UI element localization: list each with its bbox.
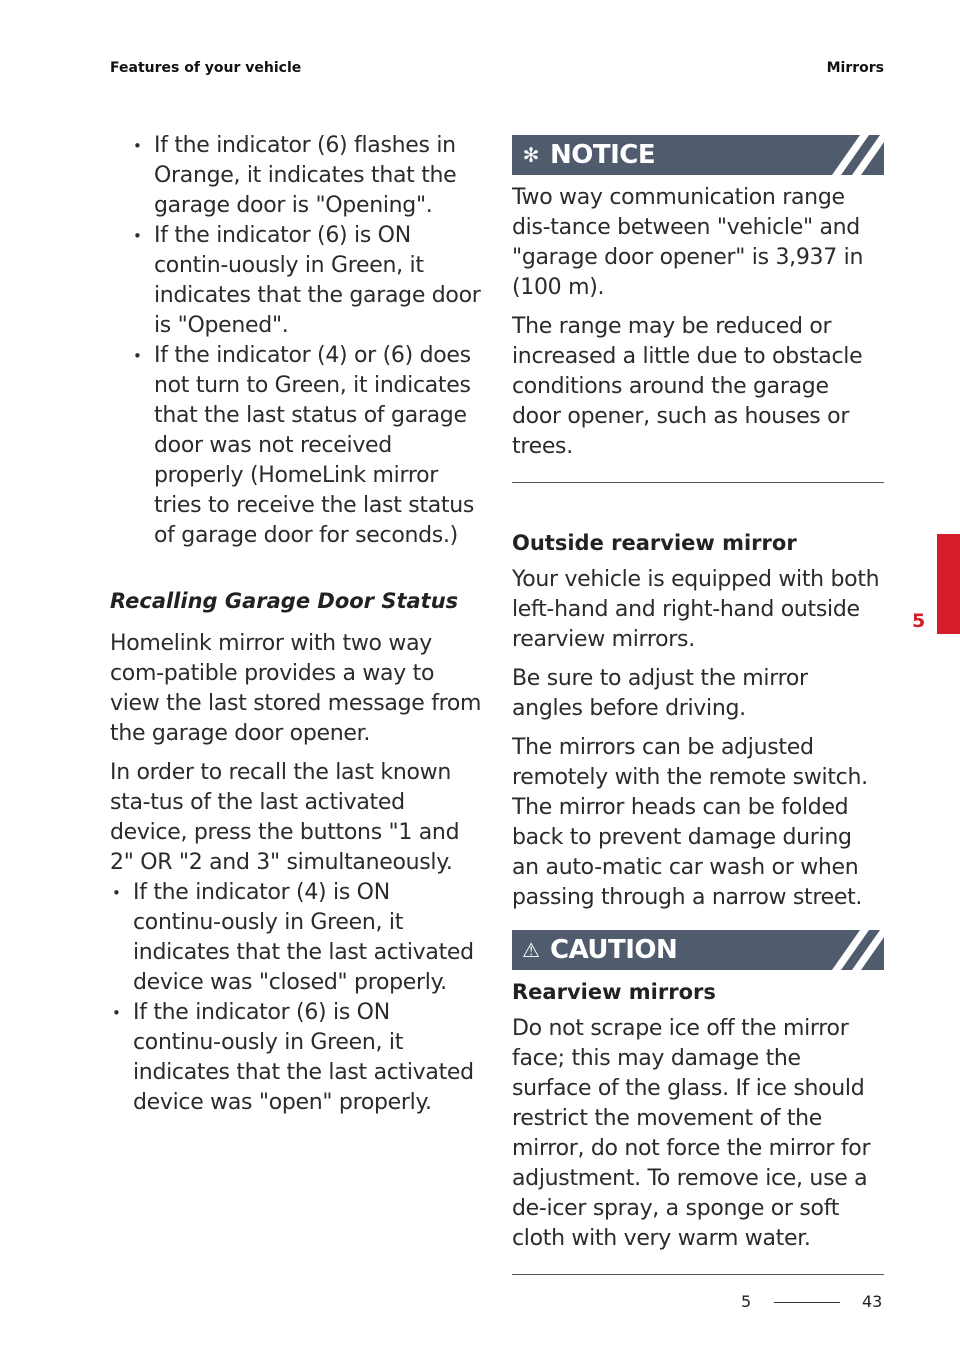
list-item: • If the indicator (6) flashes in Orange, it indicates that the garage door is "Opening". [133,133,457,218]
diagonal-stripes-decoration [814,930,884,970]
chapter-tab [937,534,960,634]
bullet-icon: • [133,227,142,245]
list-item: • If the indicator (6) is ON continu-ously in Green, it indicates that the last activated device was "open" properly. [112,1000,474,1115]
caution-subheading: Rearview mirrors [512,980,716,1004]
notice-paragraph: The range may be reduced or increased a little due to obstacle conditions around the garage door opener, such as houses or trees. [512,314,863,459]
footer-divider [774,1302,840,1303]
warning-triangle-icon: ⚠ [522,938,540,962]
running-header-topic: Mirrors [826,60,884,76]
asterisk-icon: ✻ [522,143,540,167]
chapter-tab-number: 5 [912,610,926,632]
divider [512,1274,884,1275]
notice-banner [512,135,884,175]
list-item: • If the indicator (4) or (6) does not turn to Green, it indicates that the last status of garage door was not received properly (HomeLink mirror tries to receive the last status of garage door for seconds.) [133,343,475,548]
list-item: • If the indicator (6) is ON contin-uously in Green, it indicates that the garage door is "Opened". [133,223,481,338]
section-heading-outside-mirror: Outside rearview mirror [512,531,797,555]
paragraph: Be sure to adjust the mirror angles before driving. [512,666,808,721]
section-heading-recalling: Recalling Garage Door Status [110,589,459,613]
diagonal-stripes-decoration [814,135,884,175]
left-column [110,131,482,1118]
notice-paragraph: Two way communication range dis-tance between "vehicle" and "garage door opener" is 3,937 in (100 m). [512,185,864,300]
page-number: 43 [862,1292,883,1311]
caution-title: CAUTION [550,935,678,965]
right-column [512,135,884,1275]
list-item: • If the indicator (4) is ON continu-ously in Green, it indicates that the last activated device was "closed" properly. [112,880,474,995]
bullet-icon: • [133,137,142,155]
paragraph: Your vehicle is equipped with both left-hand and right-hand outside rearview mirrors. [512,567,880,652]
paragraph: Homelink mirror with two way com-patible provides a way to view the last stored message from the garage door opener. [110,631,482,746]
paragraph: The mirrors can be adjusted remotely with the remote switch. The mirror heads can be folded back to prevent damage during an auto-matic car wash or when passing through a narrow street. [512,735,868,910]
bullet-icon: • [133,347,142,365]
notice-title: NOTICE [550,140,656,170]
caution-paragraph: Do not scrape ice off the mirror face; this may damage the surface of the glass. If ice should restrict the movement of the mirror, do not force the mirror for adjustment. To remove ice, use a de-icer spray, a sponge or soft cloth with very warm water. [512,1016,871,1251]
bullet-icon: • [112,884,121,902]
footer-section-number: 5 [741,1292,752,1311]
recall-status-list [110,878,482,1118]
indicator-status-list [110,131,482,551]
bullet-icon: • [112,1004,121,1022]
paragraph: In order to recall the last known sta-tus of the last activated device, press the buttons "1 and 2" OR "2 and 3" simultaneously. [110,760,460,875]
caution-banner [512,930,884,970]
running-header-section: Features of your vehicle [110,60,302,76]
